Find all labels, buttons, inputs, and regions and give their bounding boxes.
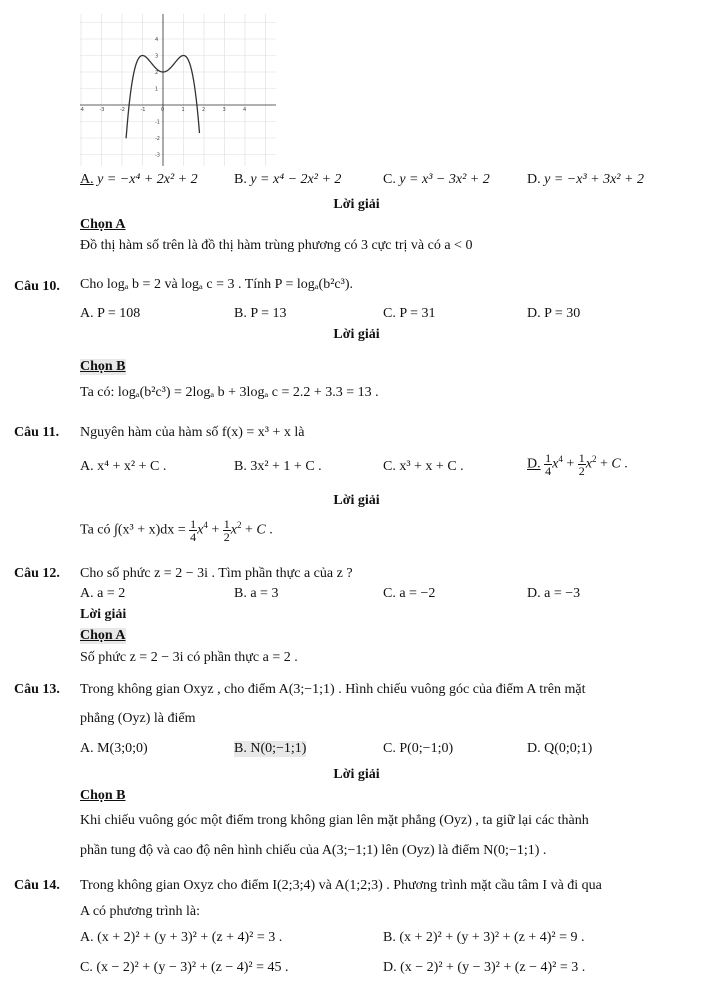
q9-explanation: Đồ thị hàm số trên là đồ thị hàm trùng phương có 3 cực trị và có a < 0	[80, 238, 473, 253]
y-tick-label: 4	[155, 37, 159, 43]
q13-stem-line2: phẳng (Oyz) là điểm	[80, 711, 196, 726]
q11-option-a: A. x⁴ + x² + C .	[80, 459, 167, 474]
q12-label: Câu 12.	[14, 566, 60, 581]
q13-choice: Chọn B	[80, 788, 126, 803]
q10-option-c: C. P = 31	[383, 306, 436, 321]
q14-label: Câu 14.	[14, 878, 60, 893]
q13-solution-title: Lời giải	[333, 767, 380, 782]
q12-option-d: D. a = −3	[527, 586, 581, 601]
y-tick-label: -2	[155, 136, 160, 142]
q12-solution-title: Lời giải	[80, 607, 127, 622]
x-tick-label: 1	[181, 107, 185, 113]
x-tick-label: -3	[99, 107, 105, 113]
y-tick-label: 3	[155, 53, 159, 60]
x-tick-label: -1	[140, 107, 146, 113]
q14-stem-line1: Trong không gian Oxyz cho điểm I(2;3;4) và A(1;2;3) . Phương trình mặt cầu tâm I và đi qua	[80, 878, 602, 893]
q9-option-a: A. y = −x⁴ + 2x² + 2	[80, 172, 198, 187]
q11-solution-title: Lời giải	[333, 493, 380, 508]
x-tick-label: 2	[202, 107, 206, 113]
q10-choice: Chọn B	[80, 359, 126, 374]
fraction: $\frac{1}{2}$	[223, 517, 230, 544]
q12-stem: Cho số phức z = 2 − 3i . Tìm phần thực a của z ?	[80, 566, 353, 581]
q10-option-d: D. P = 30	[527, 306, 581, 321]
q12-explanation: Số phức z = 2 − 3i có phần thực a = 2 .	[80, 650, 298, 665]
x-tick-label: 4	[243, 107, 247, 113]
q13-stem-line1: Trong không gian Oxyz , cho điểm A(3;−1;1) . Hình chiếu vuông góc của điểm A trên mặt	[80, 682, 586, 697]
q13-explanation-line1: Khi chiếu vuông góc một điểm trong không gian lên mặt phẳng (Oyz) , ta giữ lại các thành	[80, 813, 589, 828]
function-graph	[80, 14, 278, 166]
q12-choice: Chọn A	[80, 628, 126, 643]
x-tick-label: 3	[222, 107, 226, 113]
q11-label: Câu 11.	[14, 425, 60, 440]
fraction: $\frac{1}{4}$	[545, 451, 552, 478]
y-tick-label: -1	[155, 119, 160, 126]
q11-explanation: Ta có ∫(x³ + x)dx = $\frac{1}{4}$ $x^4$ + $\frac{1}{2}$ $x^2 + C$ .	[80, 517, 273, 544]
q13-option-a: A. M(3;0;0)	[80, 741, 148, 756]
q14-stem-line2: A có phương trình là:	[80, 904, 200, 919]
q10-option-a: A. P = 108	[80, 306, 141, 321]
x-tick-label: -2	[120, 107, 125, 113]
q10-stem: Cho logₐ b = 2 và logₐ c = 3 . Tính P = logₐ(b²c³).	[80, 277, 353, 292]
x-tick-label: 0	[161, 107, 165, 113]
y-tick-label: 2	[155, 70, 159, 76]
q12-option-b: B. a = 3	[234, 586, 279, 601]
q9-solution-title: Lời giải	[333, 197, 380, 212]
x-tick-label: 4	[80, 107, 84, 113]
q11-stem: Nguyên hàm của hàm số f(x) = x³ + x là	[80, 425, 305, 440]
q14-option-b: B. (x + 2)² + (y + 3)² + (z + 4)² = 9 .	[383, 930, 585, 945]
q10-solution-title: Lời giải	[333, 327, 380, 342]
q9-option-c: C. y = x³ − 3x² + 2	[383, 172, 490, 187]
y-tick-label: 1	[155, 86, 159, 93]
q10-label: Câu 10.	[14, 279, 60, 294]
q9-option-b: B. y = x⁴ − 2x² + 2	[234, 172, 342, 187]
fraction: $\frac{1}{2}$	[578, 451, 585, 478]
q11-option-b: B. 3x² + 1 + C .	[234, 459, 322, 474]
q9-option-d: D. y = −x³ + 3x² + 2	[527, 172, 644, 187]
q14-option-d: D. (x − 2)² + (y − 3)² + (z − 4)² = 3 .	[383, 960, 586, 975]
q12-option-a: A. a = 2	[80, 586, 126, 601]
q11-option-d: D. $\frac{1}{4}$ $x^4$ + $\frac{1}{2}$ $x^2 + C$ .	[527, 451, 628, 478]
q10-explanation: Ta có: logₐ(b²c³) = 2logₐ b + 3logₐ c = 2.2 + 3.3 = 13 .	[80, 385, 379, 400]
y-tick-label: -3	[155, 152, 160, 159]
graph-svg	[80, 14, 278, 166]
q14-option-a: A. (x + 2)² + (y + 3)² + (z + 4)² = 3 .	[80, 930, 283, 945]
q12-option-c: C. a = −2	[383, 586, 436, 601]
q14-option-c: C. (x − 2)² + (y − 3)² + (z − 4)² = 45 .	[80, 960, 289, 975]
q13-label: Câu 13.	[14, 682, 60, 697]
q13-option-d: D. Q(0;0;1)	[527, 741, 593, 756]
q13-option-b: B. N(0;−1;1)	[234, 741, 307, 756]
fraction: $\frac{1}{4}$	[190, 517, 197, 544]
q10-option-b: B. P = 13	[234, 306, 287, 321]
q9-choice: Chọn A	[80, 217, 126, 232]
q11-option-c: C. x³ + x + C .	[383, 459, 464, 474]
q13-explanation-line2: phần tung độ và cao độ nên hình chiếu của A(3;−1;1) lên (Oyz) là điểm N(0;−1;1) .	[80, 843, 547, 858]
q13-option-c: C. P(0;−1;0)	[383, 741, 454, 756]
